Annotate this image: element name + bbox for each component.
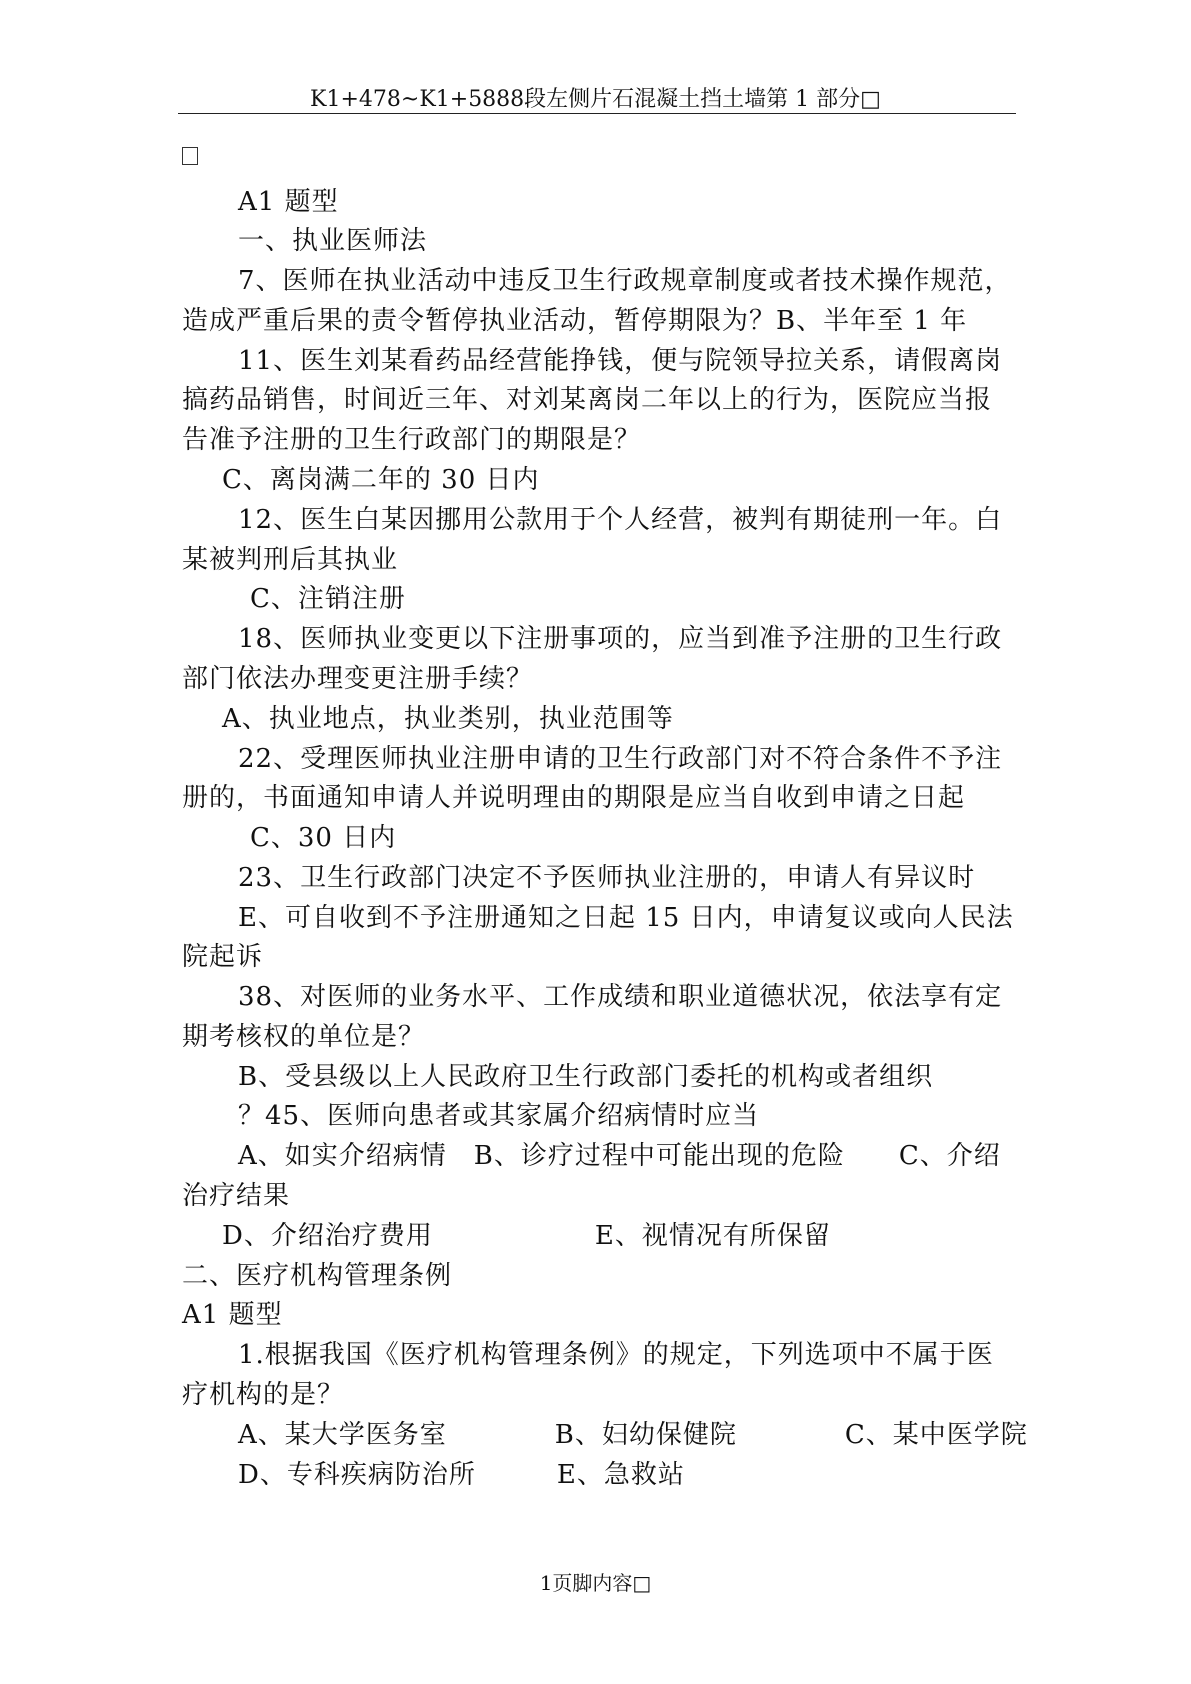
question-text: 12、医生白某因挪用公款用于个人经营，被判有期徒刑一年。白: [238, 505, 1003, 535]
option-row: D、专科疾病防治所 E、急救站: [238, 1460, 685, 1490]
option-row: A、如实介绍病情 B、诊疗过程中可能出现的危险 C、介绍: [238, 1141, 1001, 1171]
placeholder-box-icon: [182, 147, 198, 165]
section-heading: 一、执业医师法: [238, 226, 428, 256]
answer-text: C、离岗满二年的 30 日内: [222, 465, 540, 495]
option-row: A、某大学医务室 B、妇幼保健院 C、某中医学院: [238, 1420, 1028, 1450]
question-text: 18、医师执业变更以下注册事项的，应当到准予注册的卫生行政: [238, 624, 1003, 654]
question-text: 22、受理医师执业注册申请的卫生行政部门对不符合条件不予注: [238, 744, 1003, 774]
section-heading: A1 题型: [238, 187, 339, 217]
question-text: 疗机构的是？: [182, 1380, 345, 1410]
question-text: 23、卫生行政部门决定不予医师执业注册的，申请人有异议时: [238, 863, 976, 893]
section-heading: A1 题型: [182, 1300, 283, 1330]
question-text: 搞药品销售，时间近三年、对刘某离岗二年以上的行为，医院应当报: [182, 385, 993, 415]
answer-text: C、注销注册: [250, 584, 406, 614]
question-text: ？45、医师向患者或其家属介绍病情时应当: [238, 1101, 760, 1131]
answer-text: E、可自收到不予注册通知之日起 15 日内，申请复议或向人民法: [238, 903, 1014, 933]
option-row: 治疗结果: [182, 1181, 291, 1211]
question-text: 某被判刑后其执业: [182, 545, 399, 575]
answer-text: C、30 日内: [250, 823, 397, 853]
question-text: 1.根据我国《医疗机构管理条例》的规定，下列选项中不属于医: [238, 1340, 994, 1370]
answer-text: 院起诉: [182, 942, 264, 972]
answer-text: B、受县级以上人民政府卫生行政部门委托的机构或者组织: [238, 1062, 934, 1092]
page-header-title: K1+478~K1+5888段左侧片石混凝土挡土墙第 1 部分□: [310, 87, 881, 112]
page-footer: 1页脚内容□: [539, 1571, 652, 1595]
question-text: 造成严重后果的责令暂停执业活动，暂停期限为？B、半年至 1 年: [182, 306, 968, 336]
answer-text: A、执业地点，执业类别，执业范围等: [222, 704, 674, 734]
question-text: 38、对医师的业务水平、工作成绩和职业道德状况，依法享有定: [238, 982, 1003, 1012]
question-text: 7、医师在执业活动中违反卫生行政规章制度或者技术操作规范，: [238, 266, 1012, 296]
question-text: 部门依法办理变更注册手续？: [182, 664, 534, 694]
question-text: 期考核权的单位是？: [182, 1022, 426, 1052]
option-row: D、介绍治疗费用 E、视情况有所保留: [222, 1221, 831, 1251]
question-text: 11、医生刘某看药品经营能挣钱，便与院领导拉关系，请假离岗: [238, 346, 1003, 376]
section-heading: 二、医疗机构管理条例: [182, 1261, 453, 1291]
header-divider: [178, 113, 1016, 114]
question-text: 告准予注册的卫生行政部门的期限是？: [182, 425, 642, 455]
question-text: 册的，书面通知申请人并说明理由的期限是应当自收到申请之日起: [182, 783, 966, 813]
